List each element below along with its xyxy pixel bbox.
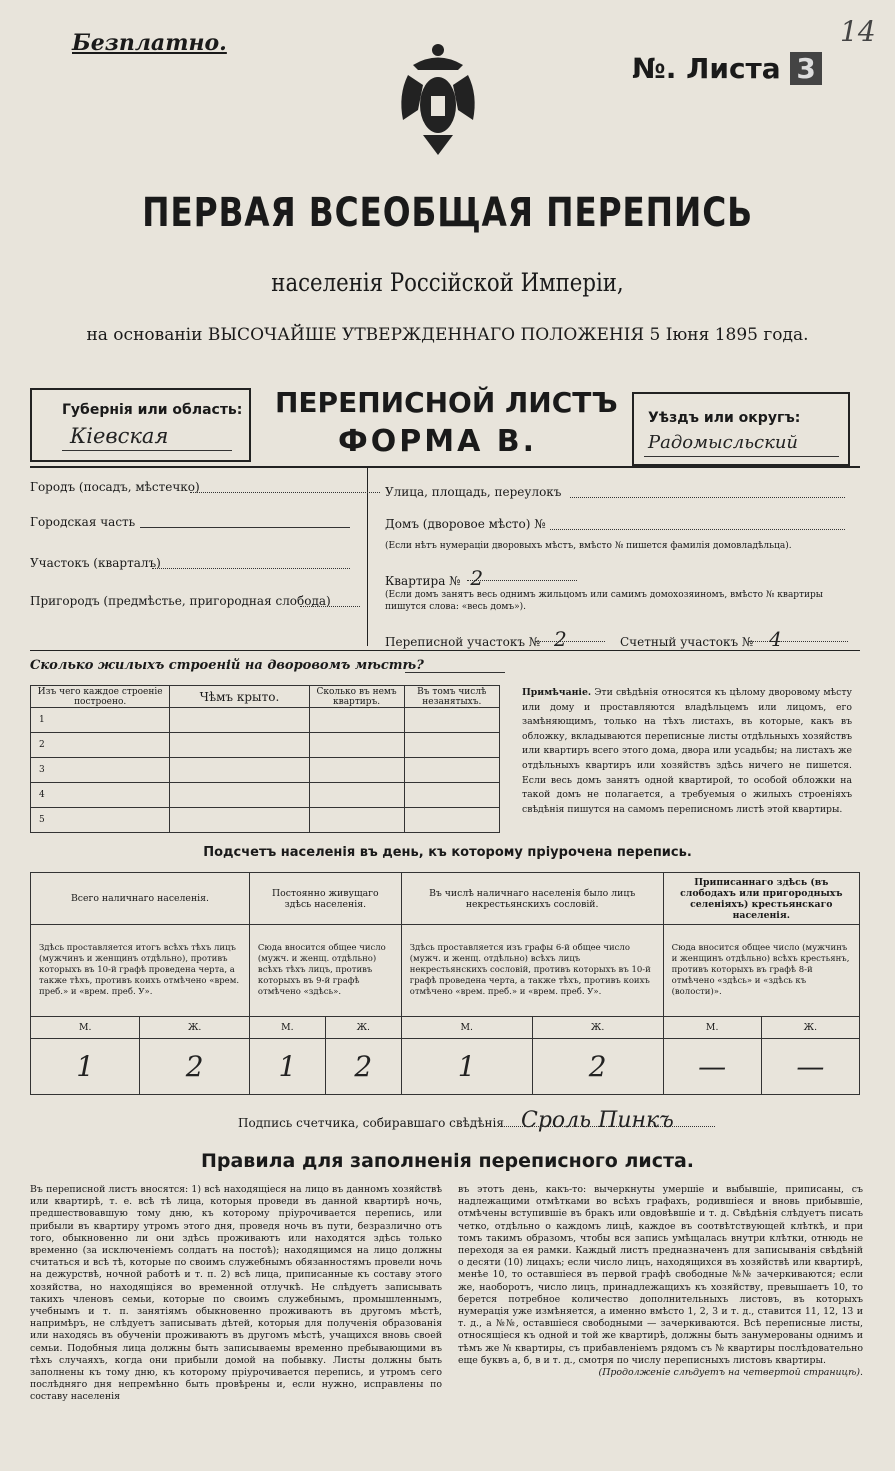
sheet-title: ПЕРЕПИСНОЙ ЛИСТЪ — [275, 386, 618, 419]
field-kvartira: Квартира № 2 — [385, 566, 585, 590]
population-desc: Сюда вносится общее число (мужчинъ и женщинъ отдѣльно) всѣхъ крестьянъ, противъ которыхъ въ графѣ 8-й отмѣчено «здѣсь» и «здѣсь къ (волости)». — [663, 925, 859, 1017]
count-m: 1 — [31, 1039, 140, 1095]
count-zh: 2 — [140, 1039, 249, 1095]
gubernia-box — [30, 388, 251, 462]
field-perepisnoy: Переписной участокъ № 2 — [385, 627, 625, 651]
population-header: Постоянно живущаго здѣсь населенія. — [249, 873, 401, 925]
signature-label: Подпись счетчика, собиравшаго свѣдѣнія — [238, 1116, 504, 1130]
buildings-table — [30, 685, 500, 833]
population-header: Всего наличнаго населенія. — [31, 873, 250, 925]
m-label: М. — [249, 1017, 325, 1039]
count-zh: — — [761, 1039, 859, 1095]
m-label: М. — [663, 1017, 761, 1039]
emblem-icon — [393, 40, 483, 160]
field-uchastok: Участокъ (кварталъ) — [30, 556, 350, 570]
population-header: Приписаннаго здѣсь (въ слободахъ или пригородныхъ селеніяхъ) крестьянскаго населенія. — [663, 873, 859, 925]
buildings-question: Сколько жилыхъ строеній на дворовомъ мѣстѣ? — [30, 658, 424, 673]
buildings-header: Чѣмъ крыто. — [170, 686, 309, 708]
buildings-row: 1 — [31, 708, 170, 733]
field-chast: Городская часть — [30, 515, 350, 529]
buildings-header: Въ томъ числѣ незанятыхъ. — [404, 686, 499, 708]
page-title: ПЕРВАЯ ВСЕОБЩАЯ ПЕРЕПИСЬ — [142, 190, 753, 236]
population-title: Подсчетъ населенія въ день, къ которому пріурочена перепись. — [203, 845, 692, 860]
basis-line: на основаніи ВЫСОЧАЙШЕ УТВЕРЖДЕННАГО ПОЛОЖЕНІЯ 5 Іюня 1895 года. — [86, 325, 809, 345]
field-ulitsa: Улица, площадь, переулокъ — [385, 485, 845, 499]
page-number: 14 — [840, 15, 876, 48]
count-m: — — [663, 1039, 761, 1095]
rules-title: Правила для заполненія переписного листа. — [200, 1150, 695, 1172]
rules-continued: (Продолженіе слѣдуетъ на четвертой страницѣ). — [598, 1367, 863, 1379]
form-label: ФОРМА В. — [338, 424, 538, 459]
zh-label: Ж. — [140, 1017, 249, 1039]
rules-right-text: въ этотъ день, какъ-то: вычеркнуты умершіе и выбывшіе, приписаны, съ надлежащими отмѣтками во всѣхъ графахъ, родившіеся и вновь прибывшіе, отмѣчены вступившіе въ бракъ или овдовѣвшіе и т. д. Свѣдѣнія слѣдуетъ писать четко, отдѣльно о каждомъ лицѣ, каждое въ соотвѣтствующей клѣткѣ, и при томъ такимъ образомъ, чтобы вся запись умѣщалась внутри клѣтки, отнюдь не переходя за ея рамки. Каждый листъ предназначенъ для записыванія свѣдѣній о десяти (10) лицахъ; если число лицъ, находящихся въ хозяйствѣ или квартирѣ, менѣе 10, то оставшіеся въ первой графѣ свободные №№ зачеркиваются; если же, наоборотъ, число лицъ, принадлежащихъ къ хозяйству, превышаетъ 10, то берется потребное количество дополнительныхъ листовъ, въ которыхъ нумерація уже измѣняется, а именно вмѣсто 1, 2, 3 и т. д., ставится 11, 12, 13 и т. д., а №№, оставшіеся свободными — зачеркиваются. Всѣ переписные листы, относящіеся къ одной и той же квартирѣ, должны быть занумерованы однимъ и тѣмъ же № квартиры, съ прибавленіемъ рядомъ съ № квартиры послѣдовательно еще буквъ а, б, в и т. д., смотря по числу переписныхъ листовъ квартиры. — [458, 1184, 863, 1366]
field-prigorod: Пригородъ (предмѣстье, пригородная слобода) — [30, 594, 360, 608]
field-schetny: Счетный участокъ № 4 — [620, 627, 850, 651]
kvartira-note: (Если домъ занятъ весь однимъ жильцомъ или самимъ домохозяиномъ, вмѣсто № квартиры пишутся слова: «весь домъ»). — [385, 590, 823, 612]
field-gorod: Городъ (посадъ, мѣстечко) — [30, 480, 350, 494]
rules-right — [458, 1184, 863, 1459]
count-m: 1 — [249, 1039, 325, 1095]
m-label: М. — [401, 1017, 532, 1039]
population-desc: Здѣсь проставляется итогъ всѣхъ тѣхъ лицъ (мужчинъ и женщинъ отдѣльно), противъ которыхъ въ 10-й графѣ проведена черта, а также тѣхъ, противъ коихъ отмѣчено «врем. преб.» и «врем. преб. У». — [31, 925, 250, 1017]
uezd-value: Радомысльский — [648, 432, 799, 453]
buildings-header: Сколько въ немъ квартиръ. — [309, 686, 404, 708]
zh-label: Ж. — [761, 1017, 859, 1039]
free-label: Безплатно. — [72, 30, 227, 56]
signature — [238, 1108, 718, 1133]
kvartira-value: 2 — [470, 566, 484, 590]
uezd-label: Уѣздъ или округъ: — [648, 410, 801, 426]
population-header: Въ числѣ наличнаго населенія было лицъ некрестьянскихъ сословій. — [401, 873, 663, 925]
note-text: Эти свѣдѣнія относятся къ цѣлому дворовому мѣсту или дому и проставляются владѣльцемъ или лицомъ, его замѣняющимъ, только на тѣхъ листахъ, въ которые, какъ въ обложку, вкладываются переписные листы отдѣльныхъ хозяйствъ или квартиръ всего этого дома, двора или усадьбы; на листахъ же отдѣльныхъ квартиръ или хозяйствъ здѣсь ничего не пишется. Если весь домъ занятъ одной квартирой, то особой обложки на такой домъ не полагается, а требуемыя о жилыхъ строеніяхъ свѣдѣнія пишутся на самомъ переписномъ листѣ этой квартиры. — [522, 687, 852, 815]
count-m: 1 — [401, 1039, 532, 1095]
sheet-number-label: №. Листа — [632, 52, 781, 85]
buildings-row: 3 — [31, 758, 170, 783]
buildings-row: 5 — [31, 808, 170, 833]
uezd-box — [632, 392, 850, 466]
rules-left: Въ переписной листъ вносятся: 1) всѣ находящіеся на лицо въ данномъ хозяйствѣ или квартирѣ, т. е. всѣ тѣ лица, которыя проведи въ данной квартирѣ ночь, предшествовавшую тому дню, къ которому пріурочивается перепись, или прибыли въ квартиру утромъ этого дня, проведя ночь въ пути, безразлично отъ того, обыкновенно ли они здѣсь проживаютъ или находятся здѣсь только временно (за исключеніемъ солдатъ на постоѣ); находящимся на лицо должны считаться и всѣ тѣ, которые по своимъ служебнымъ обязанностямъ провели ночь на дежурствѣ, ночной работѣ и т. п. 2) всѣ лица, приписанные къ составу этого хозяйства, но находящіяся во временной отлучкѣ. Не слѣдуетъ записывать такихъ членовъ семьи, которые по своимъ служебнымъ, промышленнымъ, учебнымъ и т. п. занятіямъ обыкновенно проживаютъ въ другомъ мѣстѣ, напримѣръ, не слѣдуетъ записывать дѣтей, которыя для полученія образованія или находясь въ обученіи проживаютъ въ другомъ мѣстѣ, учащихся вновь своей семьи. Подобныя лица должны быть записываемы временно пребывающими въ тѣхъ случаяхъ, когда они прибыли домой на побывку. Листы должны быть заполнены къ тому дню, къ которому пріурочивается перепись, и утромъ сего послѣдняго дня непремѣнно быть провѣрены и, если нужно, исправлены по составу населенія — [30, 1184, 442, 1403]
buildings-header: Изъ чего каждое строеніе построено. — [31, 686, 170, 708]
gubernia-label: Губернія или область: — [62, 402, 243, 418]
count-zh: 2 — [532, 1039, 663, 1095]
count-zh: 2 — [325, 1039, 401, 1095]
m-label: М. — [31, 1017, 140, 1039]
note-title: Примѣчаніе. — [522, 687, 592, 698]
field-dom: Домъ (дворовое мѣсто) № — [385, 517, 845, 531]
population-desc: Здѣсь проставляется изъ графы 6-й общее число (мужч. и женщ. отдѣльно) всѣхъ лицъ некрестьянскихъ сословій, противъ которыхъ въ 10-й графѣ проведена черта, а также тѣхъ, противъ коихъ отмѣчено «врем. преб.» и «врем. преб. У». — [401, 925, 663, 1017]
population-table — [30, 872, 860, 1095]
dom-note: (Если нѣтъ нумераціи дворовыхъ мѣстъ, вмѣсто № пишется фамилія домовладѣльца). — [385, 541, 792, 551]
gubernia-value: Кіевская — [70, 424, 169, 448]
sheet-number-value: 3 — [790, 52, 821, 85]
population-desc: Сюда вносится общее число (мужч. и женщ. отдѣльно) всѣхъ тѣхъ лицъ, противъ которыхъ въ 9-й графѣ отмѣчено «здѣсь». — [249, 925, 401, 1017]
schetny-value: 4 — [769, 627, 782, 651]
zh-label: Ж. — [325, 1017, 401, 1039]
page-subtitle: населенія Россійской Имперіи, — [271, 268, 624, 297]
buildings-note — [522, 686, 852, 817]
zh-label: Ж. — [532, 1017, 663, 1039]
buildings-row: 4 — [31, 783, 170, 808]
signature-value: Сроль Пинкъ — [521, 1108, 674, 1133]
sheet-number — [632, 52, 822, 85]
perepisnoy-value: 2 — [553, 627, 567, 651]
buildings-row: 2 — [31, 733, 170, 758]
